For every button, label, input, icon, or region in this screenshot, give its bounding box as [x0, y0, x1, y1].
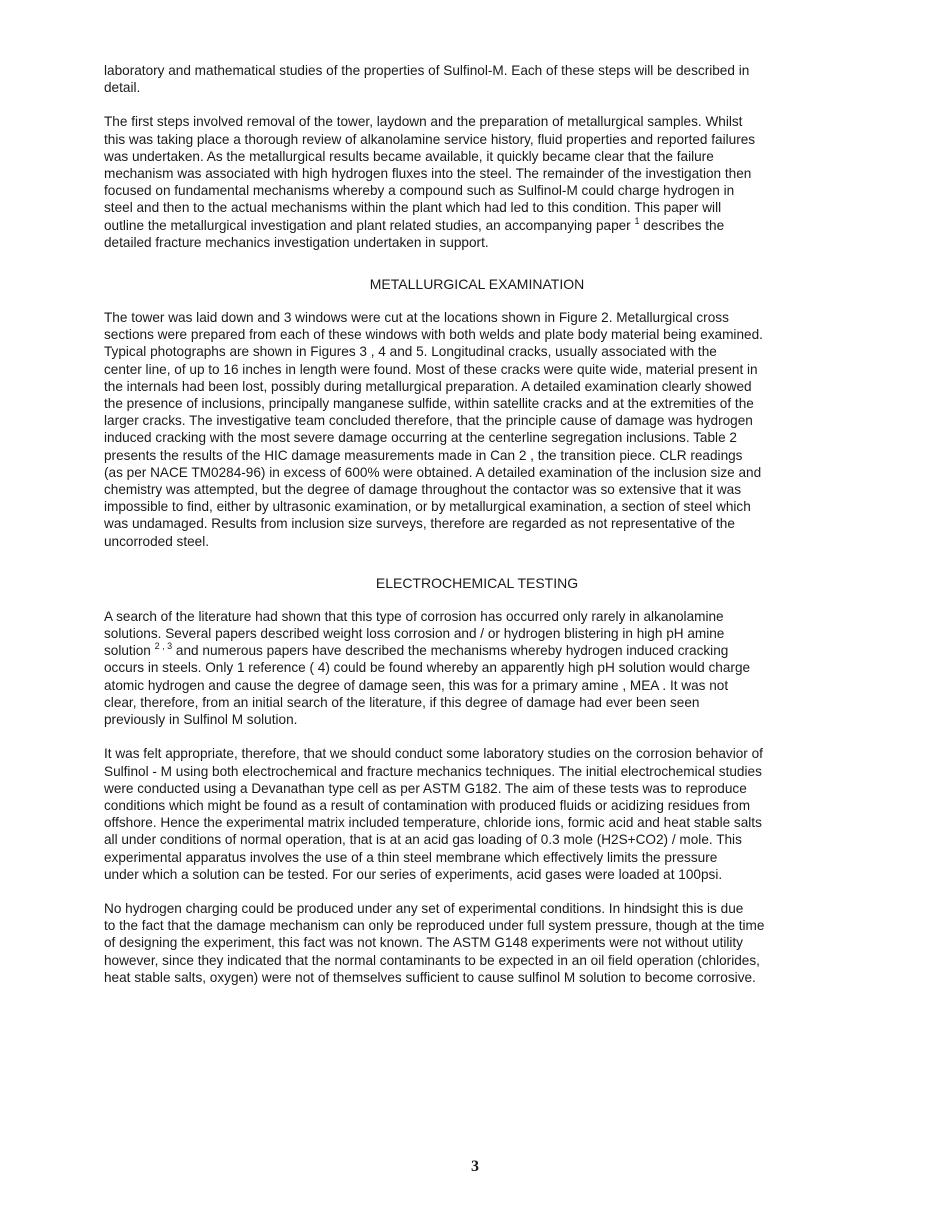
paragraph-lab-studies: It was felt appropriate, therefore, that we should conduct some laboratory studies on the corrosion behavior of Sulfinol - M using both electrochemical and fracture mechanics techniques. The initial electrochemical studies were conducted using a Devanathan type cell as per ASTM G182. The aim of these tests was to reproduce conditions which might be found as a result of contamination with produced fluids or acidizing residues from offshore. Hence the experimental matrix included temperature, chloride ions, formic acid and heat stable salts all under conditions of normal operation, that is at an acid gas loading of 0.3 mole (H2S+CO2) / mole. This experimental apparatus involves the use of a thin steel membrane which effectively limits the pressure under which a solution can be tested. For our series of experiments, acid gases were loaded at 100psi.: [104, 746, 763, 882]
paragraph-metallurgical: The tower was laid down and 3 windows were cut at the locations shown in Figure 2. Metallurgical cross sections were prepared from each of these windows with both welds and plate body material being examined. Typical photographs are shown in Figures 3 , 4 and 5. Longitudinal cracks, usually associated with the center line, of up to 16 inches in length were found. Most of these cracks were quite wide, material present in the internals had been lost, possibly during metallurgical preparation. A detailed examination clearly showed the presence of inclusions, principally manganese sulfide, within satellite cracks and at the extremities of the larger cracks. The investigative team concluded therefore, that the principle cause of damage was hydrogen induced cracking with the most severe damage occurring at the centerline segregation inclusions. Table 2 presents the results of the HIC damage measurements made in Can 2 , the transition piece. CLR readings (as per NACE TM0284-96) in excess of 600% were obtained. A detailed examination of the inclusion size and chemistry was attempted, but the degree of damage throughout the contactor was so extensive that it was impossible to find, either by ultrasonic examination, or by metallurgical examination, a section of steel which was undamaged. Results from inclusion size surveys, therefore are regarded as not representative of the uncorroded steel.: [104, 310, 763, 549]
paragraph-literature-text-end: and numerous papers have described the mechanisms whereby hydrogen induced cracking occurs in steels. Only 1 reference ( 4) could be found whereby an apparently high pH solution would charge atomic hydrogen and cause the degree of damage seen, this was for a primary amine , MEA . It was not clear, therefore, from an initial search of the literature, if this degree of damage had ever been seen previously in Sulfinol M solution.: [104, 643, 751, 728]
paragraph-first-steps-text: The first steps involved removal of the tower, laydown and the preparation of metallurgical samples. Whilst this was taking place a thorough review of alkanolamine service history, fluid properties and reported failures was undertaken. As the metallurgical results became available, it quickly became clear that the failure mechanism was associated with high hydrogen fluxes into the steel. The remainder of the investigation then focused on fundamental mechanisms whereby a compound such as Sulfinol-M could charge hydrogen in steel and then to the actual mechanisms within the plant which had led to this condition. This paper will outline the metallurgical investigation and plant related studies, an accompanying paper: [104, 114, 756, 233]
page-number: 3: [471, 1158, 479, 1175]
section-heading-metallurgical: METALLURGICAL EXAMINATION: [369, 276, 585, 293]
paragraph-literature-text: A search of the literature had shown that this type of corrosion has occurred only rarely in alkanolamine solutions. Several papers described weight loss corrosion and / or hydrogen blistering in high pH amine solution: [104, 608, 725, 659]
reference-superscript: 1: [634, 215, 640, 226]
section-heading-electrochemical: ELECTROCHEMICAL TESTING: [375, 574, 579, 591]
paragraph-first-steps: [104, 113, 850, 251]
paragraph-literature: [104, 608, 850, 728]
paragraph-results: No hydrogen charging could be produced under any set of experimental conditions. In hindsight this is due to the fact that the damage mechanism can only be reproduced under full system pressure, though at the time of designing the experiment, this fact was not known. The ASTM G148 experiments were not without utility however, since they indicated that the normal contaminants to be expected in an oil field operation (chlorides, heat stable salts, oxygen) were not of themselves sufficient to cause sulfinol M solution to become corrosive.: [104, 900, 765, 985]
page-body: [104, 62, 850, 1003]
paragraph-first-steps-text-end: describes the detailed fracture mechanics investigation undertaken in support.: [104, 217, 725, 250]
paragraph-intro-continued: laboratory and mathematical studies of the properties of Sulfinol-M. Each of these steps will be described in detail.: [104, 63, 750, 96]
reference-superscript: 2 , 3: [154, 641, 173, 652]
